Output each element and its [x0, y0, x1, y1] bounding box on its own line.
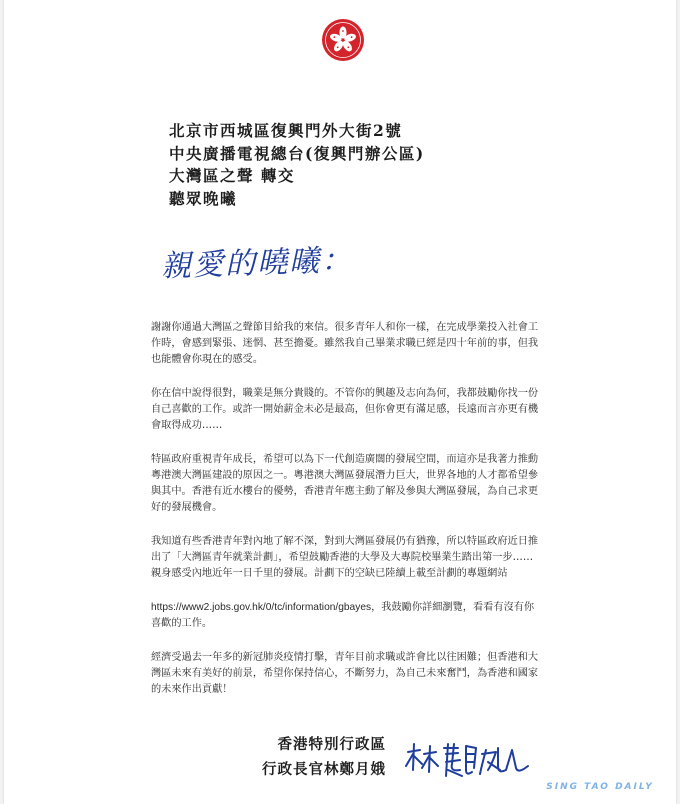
letter-paragraph-closing: 經濟受過去一年多的新冠肺炎疫情打擊，青年目前求職或許會比以往困難；但香港和大灣區未來有美好的前景，希望你保持信心，不斷努力，為自己未來奮鬥，為香港和國家的未來作出貢獻！	[151, 652, 539, 695]
handwritten-signature	[402, 740, 532, 786]
letter-paragraph: 特區政府重視青年成長，希望可以為下一代創造廣闊的發展空間，而這亦是我著力推動粵港澳大灣區建設的原因之一。粵港澳大灣區發展潛力巨大，世界各地的人才都希望參與其中。香港有近水樓台的優勢，香港青年應主動了解及參與大灣區發展，為自己求更好的發展機會。	[151, 454, 539, 513]
url-suffix-text: ，我鼓勵你詳細瀏覽，看看有沒有你喜歡的工作。	[151, 602, 535, 629]
sing-tao-daily-watermark	[532, 741, 668, 797]
letter-paragraph-url	[151, 600, 541, 632]
letter-paragraph: 我知道有些香港青年對內地了解不深，對到大灣區發展仍有猶豫，所以特區政府近日推出了「大灣區青年就業計劃」，希望鼓勵香港的大學及大專院校畢業生踏出第一步……親身感受內地近年一日千里的發展。計劃下的空缺已陸續上載至計劃的專題網站	[151, 536, 539, 579]
handwritten-salutation: 親愛的曉曦：	[160, 242, 354, 285]
signoff-block	[262, 732, 386, 782]
hksar-emblem-icon	[321, 18, 365, 62]
letter-paragraph: 謝謝你通過大灣區之聲節目給我的來信。很多青年人和你一樣，在完成學業投入社會工作時，會感到緊張、迷惘、甚至擔憂。雖然我自己畢業求職已經是四十年前的事，但我也能體會你現在的感受。	[151, 322, 539, 365]
address-line-forwarder: 大灣區之聲 轉交	[169, 166, 295, 185]
letter-body	[151, 320, 541, 716]
letter-page	[4, 0, 676, 804]
letter-paragraph: 你在信中說得很對，職業是無分貴賤的。不管你的興趣及志向為何，我都鼓勵你找一份自己喜歡的工作。或許一開始薪金未必是最高，但你會更有滿足感，長遠而言亦更有機會取得成功……	[151, 388, 539, 431]
watermark-logo-text: 星島日報	[536, 741, 664, 780]
address-line-organization: 中央廣播電視總台(復興門辦公區)	[169, 143, 425, 163]
address-block	[169, 120, 425, 210]
scheme-website-url: https://www2.jobs.gov.hk/0/tc/information/gbayes	[151, 602, 372, 613]
watermark-logo-subtitle: SING TAO DAILY	[546, 782, 654, 792]
signoff-name-line: 行政長官林鄭月娥	[262, 761, 386, 778]
address-line-street: 北京市西城區復興門外大街2號	[169, 121, 403, 140]
signoff-title-line: 香港特別行政區	[277, 736, 386, 753]
address-line-recipient: 聽眾晚曦	[169, 188, 238, 208]
